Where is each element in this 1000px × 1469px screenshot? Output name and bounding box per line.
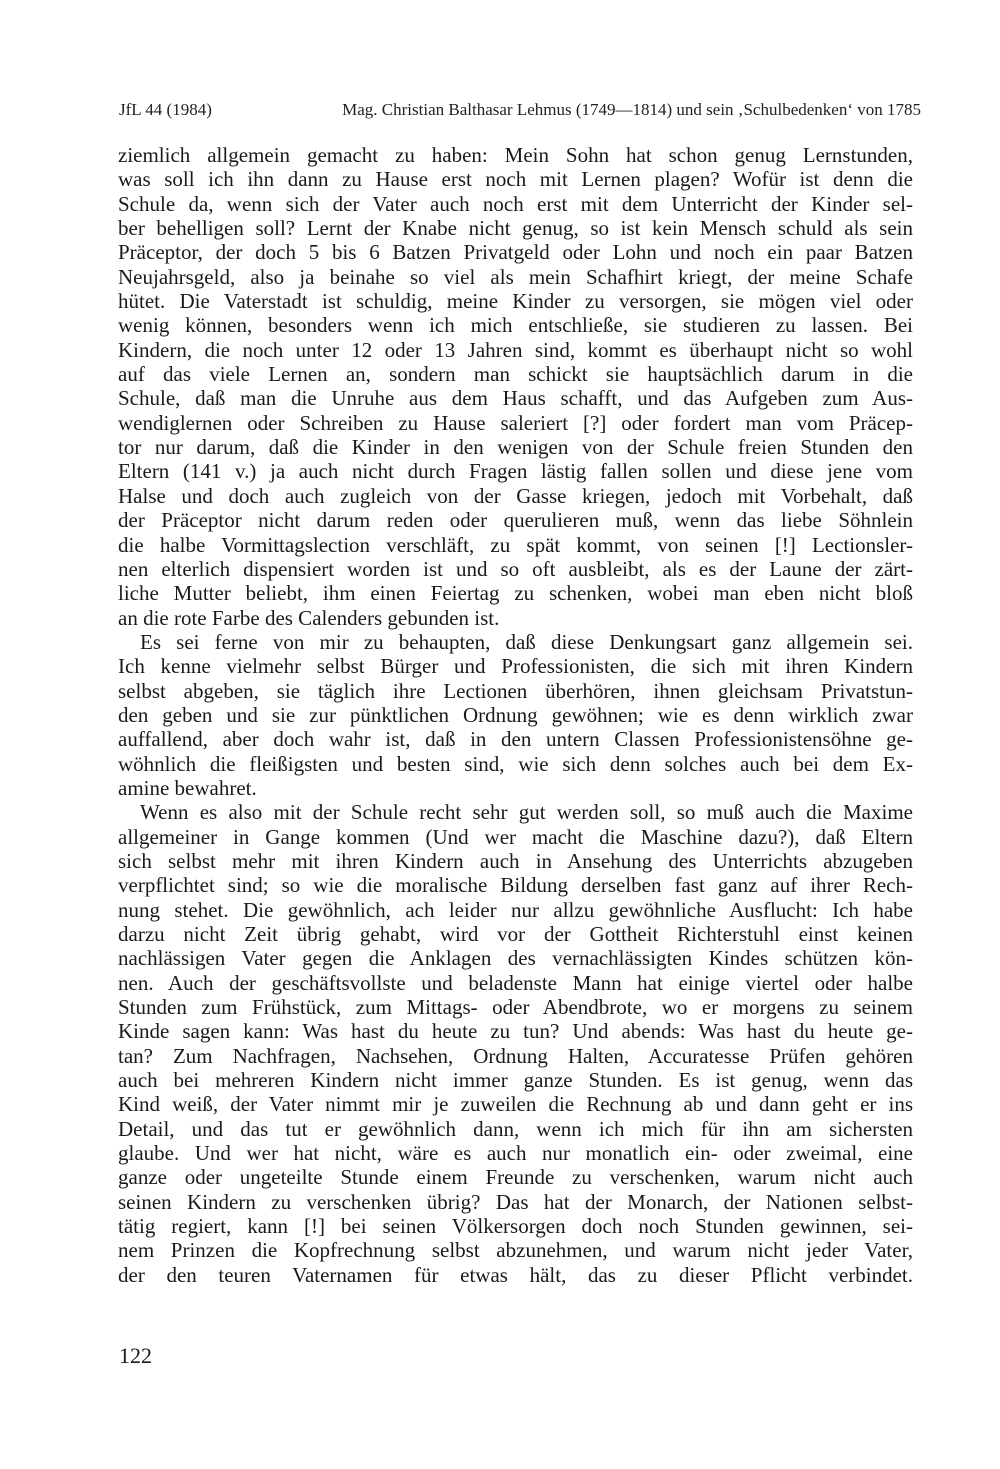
text-line: Ich kenne vielmehr selbst Bürger und Professionisten, die sich mit ihren Kindern: [118, 654, 913, 679]
text-line: Schule, daß man die Unruhe aus dem Haus schafft, und das Aufgeben zum Aus-: [118, 386, 913, 411]
running-header: [119, 100, 921, 120]
text-line: hütet. Die Vaterstadt ist schuldig, meine Kinder zu versorgen, sie mögen viel oder: [118, 289, 913, 314]
text-line: sich selbst mehr mit ihren Kindern auch in Ansehung des Unterrichts abzugeben: [118, 848, 913, 873]
text-line-paragraph-start: Wenn es also mit der Schule recht sehr gut werden soll, so muß auch die Maxime: [140, 800, 913, 825]
text-line: wenig können, besonders wenn ich mich entschließe, sie studieren zu lassen. Bei: [118, 313, 913, 338]
text-line: tor nur darum, daß die Kinder in den wenigen von der Schule freien Stunden den: [118, 435, 913, 460]
text-line: auffallend, aber doch wahr ist, daß in den untern Classen Professionistensöhne ge-: [118, 727, 913, 752]
text-line: selbst abgeben, sie täglich ihre Lectionen überhören, ihnen gleichsam Privatstun-: [118, 678, 913, 703]
text-line: nem Prinzen die Kopfrechnung selbst abzunehmen, und warum nicht jeder Vater,: [118, 1238, 913, 1263]
text-line: wendiglernen oder Schreiben zu Hause saleriert [?] oder fordert man vom Präcep-: [118, 410, 913, 435]
text-line: den geben und sie zur pünktlichen Ordnung gewöhnen; wie es denn wirklich zwar: [118, 702, 913, 727]
page-number: 122: [119, 1343, 152, 1368]
journal-reference: JfL 44 (1984): [119, 100, 212, 119]
text-line-paragraph-end: amine bewahret.: [118, 775, 257, 800]
text-line: liche Mutter beliebt, ihm einen Feiertag zu schenken, wobei man eben nicht bloß: [118, 581, 913, 606]
text-line: ber behelligen soll? Lernt der Knabe nicht genug, so ist kein Mensch schuld als sein: [118, 216, 913, 241]
text-line: Halse und doch auch zugleich von der Gasse kriegen, jedoch mit Vorbehalt, daß: [118, 483, 913, 508]
text-line: darzu nicht Zeit übrig gehabt, wird vor der Gottheit Richterstuhl einst keinen: [118, 922, 913, 946]
text-line: Neujahrsgeld, also ja beinahe so viel als mein Schafhirt kriegt, der meine Schafe: [118, 264, 913, 289]
text-line: Stunden zum Frühstück, zum Mittags- oder Abendbrote, wo er morgens zu seinem: [118, 995, 913, 1020]
text-line: auf das viele Lernen an, sondern man schickt sie hauptsächlich darum in die: [118, 362, 913, 387]
text-line: verpflichtet sind; so wie die moralische Bildung derselben fast ganz auf ihrer Rech-: [118, 873, 913, 898]
text-line: ziemlich allgemein gemacht zu haben: Mein Sohn hat schon genug Lernstunden,: [118, 143, 913, 167]
text-line: wöhnlich die fleißigsten und besten sind, wie sich denn solches auch bei dem Ex-: [118, 751, 913, 776]
text-line: tan? Zum Nachfragen, Nachsehen, Ordnung Halten, Accuratesse Prüfen gehören: [118, 1043, 913, 1068]
text-line: die halbe Vormittagslection verschläft, zu spät kommt, von seinen [!] Lectionsler-: [118, 532, 913, 557]
text-line: tätig regiert, kann [!] bei seinen Völkersorgen doch noch Stunden gewinnen, sei-: [118, 1214, 913, 1239]
text-line: nachlässigen Vater gegen die Anklagen des vernachlässigten Kindes schützen kön-: [118, 946, 913, 971]
text-line: Kinde sagen kann: Was hast du heute zu tun? Und abends: Was hast du heute ge-: [118, 1019, 913, 1044]
text-line: ganze oder ungeteilte Stunde einem Freunde zu verschenken, warum nicht auch: [118, 1165, 913, 1190]
text-line: Eltern (141 v.) ja auch nicht durch Fragen lästig fallen sollen und diese jene vom: [118, 459, 913, 484]
text-line: auch bei mehreren Kindern nicht immer ganze Stunden. Es ist genug, wenn das: [118, 1068, 913, 1093]
text-line: seinen Kindern zu verschenken übrig? Das hat der Monarch, der Nationen selbst-: [118, 1189, 913, 1214]
text-line: allgemeiner in Gange kommen (Und wer macht die Maschine dazu?), daß Eltern: [118, 824, 913, 849]
text-line: der Präceptor nicht darum reden oder querulieren muß, wenn das liebe Söhnlein: [118, 508, 913, 533]
text-line: was soll ich ihn dann zu Hause erst noch mit Lernen plagen? Wofür ist denn die: [118, 167, 913, 192]
text-line-paragraph-end: [118, 1287, 913, 1311]
text-line: Kindern, die noch unter 12 oder 13 Jahren sind, kommt es überhaupt nicht so wohl: [118, 337, 913, 362]
running-title: Mag. Christian Balthasar Lehmus (1749—1814) und sein ‚Schulbedenken‘ von 1785: [342, 100, 921, 119]
text-line: nen elterlich dispensiert worden ist und so oft ausbleibt, als es der Laune der zärt-: [118, 556, 913, 581]
text-line: nung stehet. Die gewöhnlich, ach leider nur allzu gewöhnliche Ausflucht: Ich habe: [118, 897, 913, 922]
text-line: Präceptor, der doch 5 bis 6 Batzen Privatgeld oder Lohn und noch ein paar Batzen: [118, 240, 913, 265]
text-line: glaube. Und wer hat nicht, wäre es auch nur monatlich ein- oder zweimal, eine: [118, 1141, 913, 1166]
text-line-paragraph-end: an die rote Farbe des Calenders gebunden ist.: [118, 605, 500, 630]
text-line: Kind weiß, der Vater nimmt mir je zuweilen die Rechnung ab und dann geht er ins: [118, 1092, 913, 1117]
text-line: Detail, und das tut er gewöhnlich dann, wenn ich mich für ihn am sichersten: [118, 1116, 913, 1141]
body-text: [118, 143, 913, 1312]
text-line-paragraph-start: Es sei ferne von mir zu behaupten, daß diese Denkungsart ganz allgemein sei.: [140, 629, 913, 654]
text-line: Schule da, wenn sich der Vater auch noch erst mit dem Unterricht der Kinder sel-: [118, 191, 913, 216]
text-line: der den teuren Vaternamen für etwas hält, das zu dieser Pflicht verbindet.: [118, 1262, 913, 1287]
text-line: nen. Auch der geschäftsvollste und beladenste Mann hat einige viertel oder halbe: [118, 970, 913, 995]
